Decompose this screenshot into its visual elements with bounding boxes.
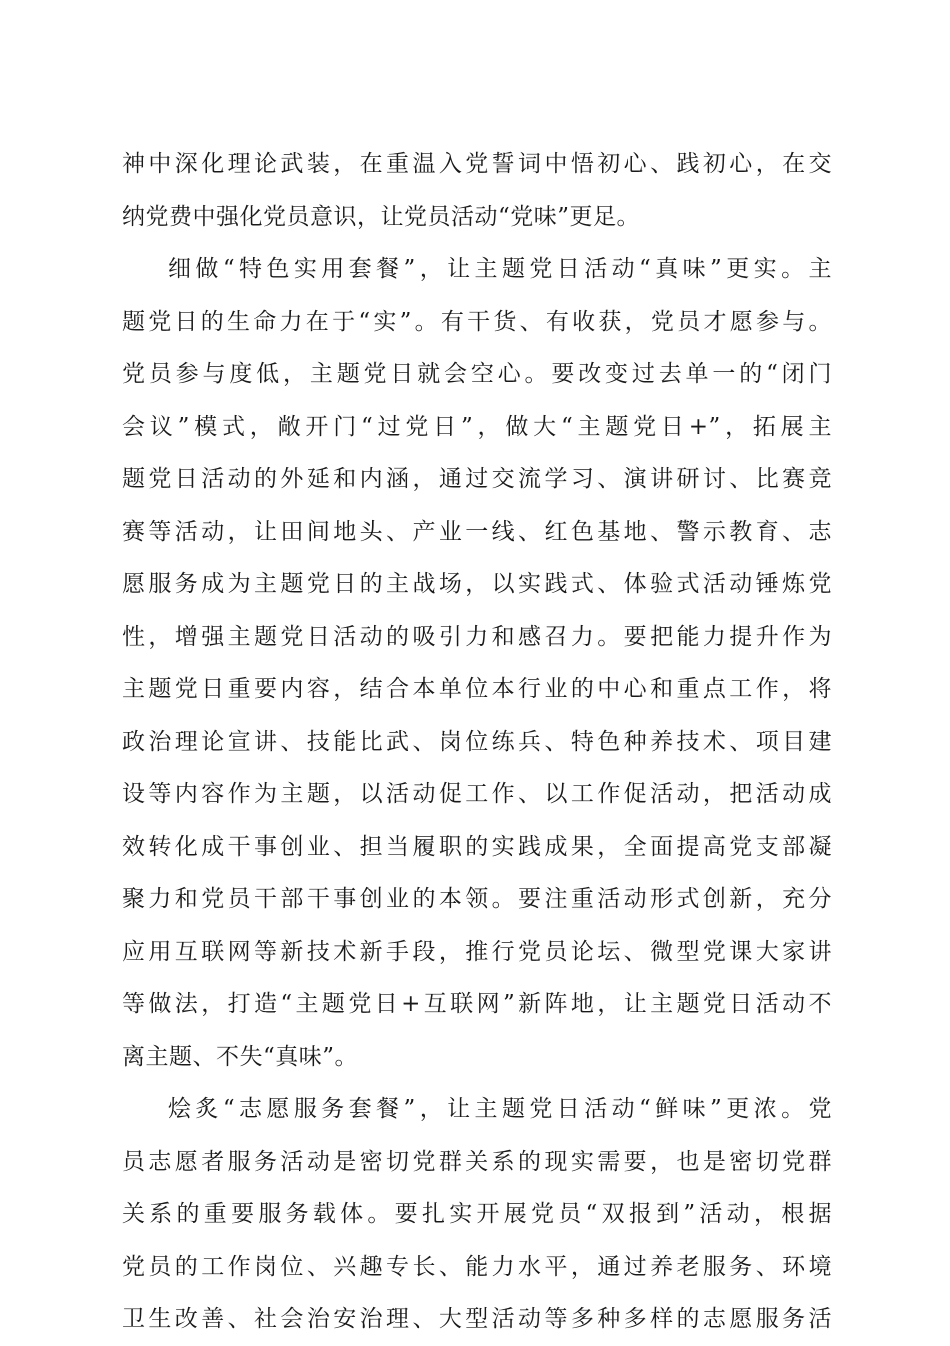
text-line: 离主题、不失“真味”。 [122,1043,359,1070]
text-line: 愿服务成为主题党日的主战场，以实践式、体验式活动锤炼党 [122,571,832,597]
text-line: 政治理论宣讲、技能比武、岗位练兵、特色种养技术、项目建 [122,728,832,755]
text-line: 等做法，打造“主题党日+互联网”新阵地，让主题党日活动不 [122,991,832,1017]
paragraph-start-line: 细做“特色实用套餐”，让主题党日活动“真味”更实。主 [168,256,832,282]
text-line: 题党日活动的外延和内涵，通过交流学习、演讲研讨、比赛竞 [122,466,832,492]
text-line: 赛等活动，让田间地头、产业一线、红色基地、警示教育、志 [122,518,832,545]
text-line: 聚力和党员干部干事创业的本领。要注重活动形式创新，充分 [122,886,832,912]
text-line: 会议”模式，敞开门“过党日”，做大“主题党日+”，拓展主 [122,413,832,440]
text-line: 神中深化理论武装，在重温入党誓词中悟初心、践初心，在交 [122,151,832,177]
text-line: 题党日的生命力在于“实”。有干货、有收获，党员才愿参与。 [122,308,832,335]
text-line: 员志愿者服务活动是密切党群关系的现实需要，也是密切党群 [122,1148,832,1175]
text-line: 党员参与度低，主题党日就会空心。要改变过去单一的“闭门 [122,361,832,387]
text-line: 关系的重要服务载体。要扎实开展党员“双报到”活动，根据 [122,1201,832,1227]
body-text [122,138,832,1346]
text-line: 党员的工作岗位、兴趣专长、能力水平，通过养老服务、环境 [122,1253,832,1280]
paragraph-start-line: 烩炙“志愿服务套餐”，让主题党日活动“鲜味”更浓。党 [168,1096,832,1122]
text-line: 主题党日重要内容，结合本单位本行业的中心和重点工作，将 [122,676,832,702]
text-line: 应用互联网等新技术新手段，推行党员论坛、微型党课大家讲 [122,938,832,965]
text-line: 卫生改善、社会治安治理、大型活动等多种多样的志愿服务活 [122,1306,832,1332]
text-line: 效转化成干事创业、担当履职的实践成果，全面提高党支部凝 [122,833,832,860]
text-line: 设等内容作为主题，以活动促工作、以工作促活动，把活动成 [122,781,832,807]
text-line: 性，增强主题党日活动的吸引力和感召力。要把能力提升作为 [122,623,832,650]
text-line: 纳党费中强化党员意识，让党员活动“党味”更足。 [122,203,641,230]
